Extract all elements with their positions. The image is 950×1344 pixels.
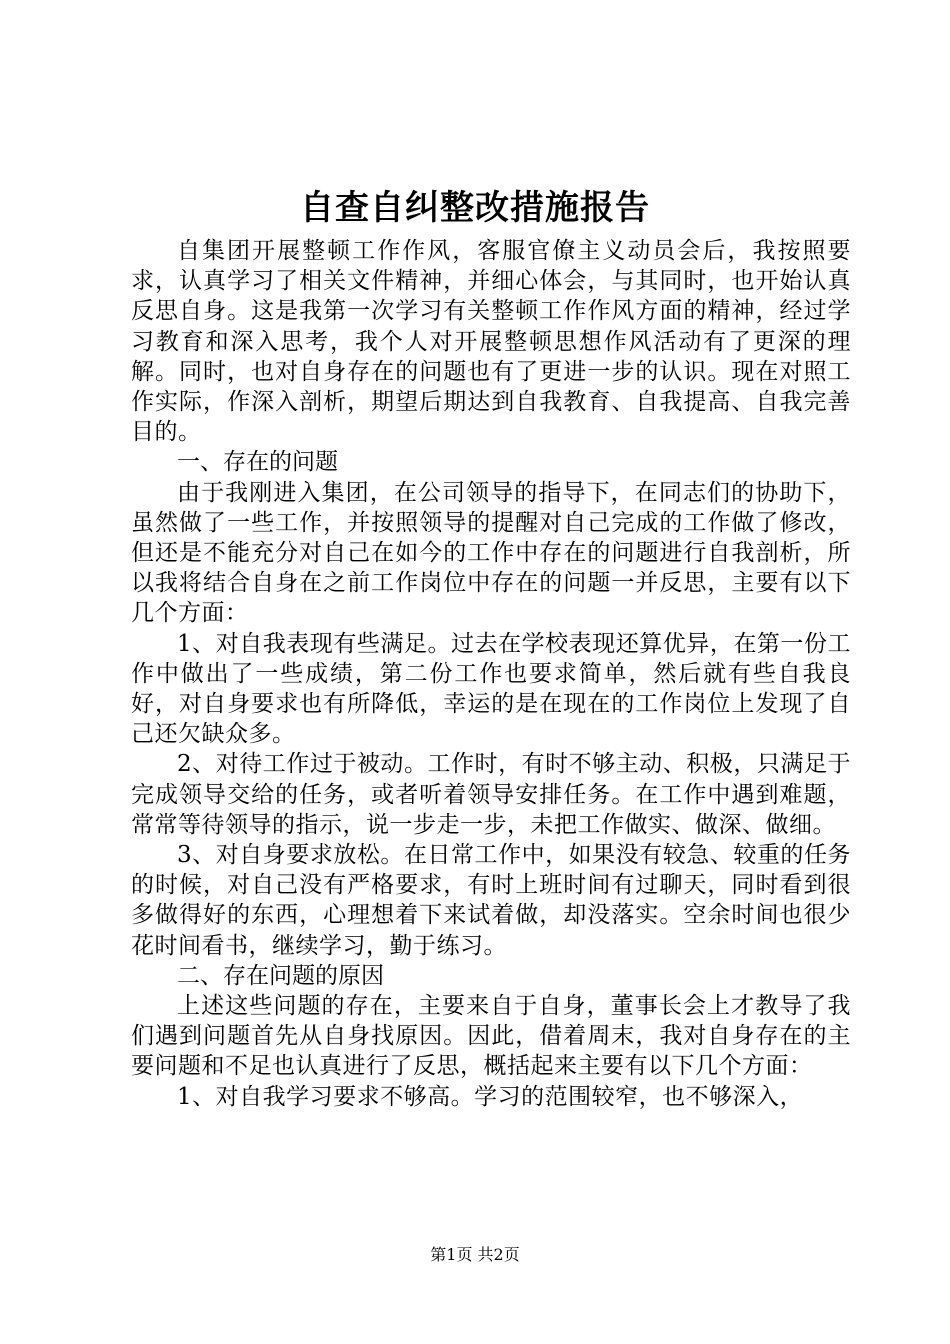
document-body	[131, 236, 851, 1112]
section-heading-problems: 一、存在的问题	[177, 449, 338, 476]
paragraph-cause-1: 1、对自我学习要求不够高。学习的范围较窄，也不够深入，	[177, 1083, 804, 1110]
document-title: 自查自纠整改措施报告	[300, 188, 650, 228]
paragraph-problem-1: 1、对自我表现有些满足。过去在学校表现还算优异，在第一份工作中做出了一些成绩，第二份工作也要求简单，然后就有些自我良好，对自身要求也有所降低，幸运的是在现在的工作岗位上发现了自己还欠缺众多。	[131, 630, 851, 748]
paragraph-intro: 自集团开展整顿工作作风，客服官僚主义动员会后，我按照要求，认真学习了相关文件精神，并细心体会，与其同时，也开始认真反思自身。这是我第一次学习有关整顿工作作风方面的精神，经过学习教育和深入思考，我个人对开展整顿思想作风活动有了更深的理解。同时，也对自身存在的问题也有了更进一步的认识。现在对照工作实际，作深入剖析，期望后期达到自我教育、自我提高、自我完善目的。	[131, 238, 851, 446]
section-heading-causes: 二、存在问题的原因	[177, 962, 384, 989]
paragraph-problems-intro: 由于我刚进入集团，在公司领导的指导下，在同志们的协助下，虽然做了一些工作，并按照领导的提醒对自己完成的工作做了修改，但还是不能充分对自己在如今的工作中存在的问题进行自我剖析，所以我将结合自身在之前工作岗位中存在的问题一并反思，主要有以下几个方面：	[131, 479, 851, 627]
paragraph-problem-2: 2、对待工作过于被动。工作时，有时不够主动、积极，只满足于完成领导交给的任务，或者听着领导安排任务。在工作中遇到难题，常常等待领导的指示，说一步走一步，未把工作做实、做深、做细。	[131, 751, 851, 838]
page-number-footer: 第1页 共2页	[430, 1245, 520, 1264]
paragraph-causes-intro: 上述这些问题的存在，主要来自于自身，董事长会上才教导了我们遇到问题首先从自身找原因。因此，借着周末，我对自身存在的主要问题和不足也认真进行了反思，概括起来主要有以下几个方面：	[131, 993, 851, 1080]
paragraph-problem-3: 3、对自身要求放松。在日常工作中，如果没有较急、较重的任务的时候，对自己没有严格要求，有时上班时间有过聊天，同时看到很多做得好的东西，心理想着下来试着做，却没落实。空余时间也很少花时间看书，继续学习，勤于练习。	[131, 842, 851, 959]
